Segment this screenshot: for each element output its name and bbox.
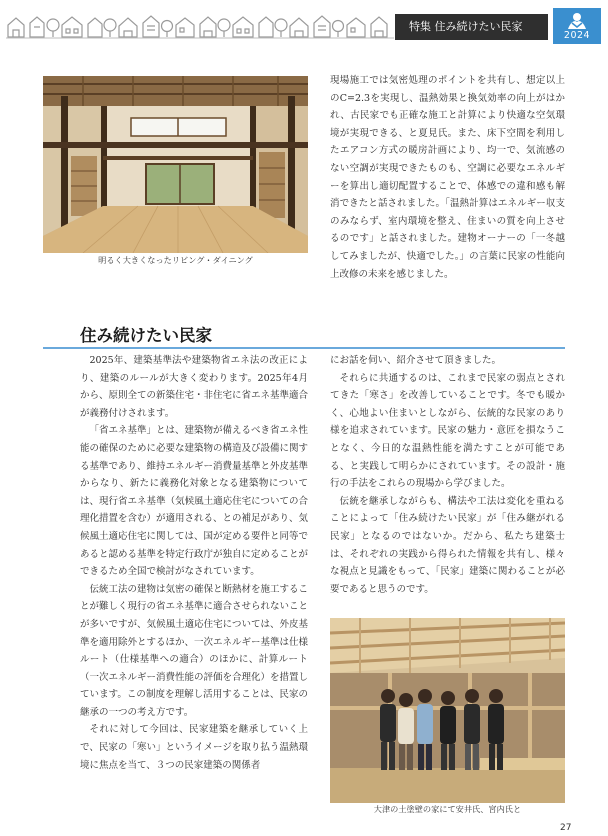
- article-text-right-top: [330, 72, 565, 283]
- paragraph: 「省エネ基準」とは、建築物が備えるべき省エネ性能の確保のために必要な建築物の構造及び設備に関する基準であり、維持エネルギー消費量基準と外皮基準からなり、新たに義務化対象となる建築物については、現行省エネ基準（気候風土適応住宅についての合理化措置を含む）が適用される、との補足があり、気候風土適応住宅に関しては、国が定める要件と同等であると認める基準を特定行政庁が独自に定めることができるため全国で検討がなされています。: [80, 425, 309, 578]
- paragraph: それに対して今回は、民家建築を継承していく上で、民家の「寒い」というイメージを取り払う温熱環境に焦点を当て、３つの民家建築の関係者: [80, 724, 308, 771]
- section-divider: [43, 347, 565, 349]
- year-label: 2024: [563, 30, 591, 41]
- section-title: 住み続けたい民家: [80, 326, 212, 345]
- living-dining-photo: [43, 76, 308, 253]
- header-house-decoration: [6, 13, 394, 39]
- paragraph: 伝統工法の建物は気密の確保と断熱材を施工することが難しく現行の省エネ基準に適合させられないことが多いですが、気候風土適応住宅については、外皮基準を適用除外とするほか、一次エネルギー基準は仕様ルート（仕様基準への適合）のほかに、計算ルート（一次エネルギー消費性能の評価を合理化）を措置しています。この制度を理解し活用することは、民家の継承の一つの考え方です。: [80, 583, 309, 718]
- photo-caption-bottom: 大津の土塗壁の家にて安井氏、宮内氏と: [373, 804, 522, 814]
- paragraph: 伝統を継承しながらも、構法や工法は変化を重ねることによって「住み続けたい民家」が「住み継がれる民家」となるのではないか。だから、私たち建築士は、それぞれの実践から得られた情報を共有し、様々な視点と見識をもって、「民家」建築に関わることが必要であると思うのです。: [330, 495, 565, 595]
- feature-topic-bar: 特集 住み続けたい民家: [395, 14, 548, 40]
- logo-icon: [566, 11, 588, 31]
- article-text-left: [80, 352, 308, 774]
- paragraph: にお話を伺い、紹介させて頂きました。: [330, 355, 502, 366]
- page-number: 27: [560, 823, 572, 833]
- photo-caption-top: 明るく大きくなったリビング・ダイニング: [98, 255, 253, 265]
- year-badge: [553, 8, 601, 44]
- paragraph: それらに共通するのは、これまで民家の弱点とされてきた「寒さ」を改善していることです。冬でも暖かく、心地よい住まいとしながら、伝統的な民家のあり様を追求されています。民家の魅力・意匠を損なうことなく、今日的な温熱性能を満たすことが可能である、と実践して明らかにされています。その設計・施行の手法をこれらの現場から学びました。: [330, 372, 565, 490]
- article-text-right: [330, 352, 565, 598]
- paragraph: 2025年、建築基準法や建築物省エネ法の改正により、建築のルールが大きく変わります。2025年4月から、原則全ての新築住宅・非住宅に省エネ基準適合が義務付けされます。: [80, 355, 309, 419]
- construction-site-group-photo: [330, 618, 565, 803]
- paragraph: 現場施工では気密処理のポイントを共有し、想定以上のC=2.3を実現し、温熱効果と換気効率の向上がはかれ、古民家でも正確な施工と計算により快適な空気環境が実現できる、と夏見氏。また、床下空間を利用したエアコン方式の暖房計画により、均一で、気流感のない空調が実現できたものも、空調に必要なエネルギーを算出し適切配置することで、体感での違和感も解消できたと話されました。「温熱計算はエネルギー収支のみならず、室内環境を整え、住まいの質を向上させるのです」と話されました。建物オーナーの「一冬越してみましたが、快適でした。」の言葉に民家の性能向上改修の未来を感じました。: [330, 75, 565, 280]
